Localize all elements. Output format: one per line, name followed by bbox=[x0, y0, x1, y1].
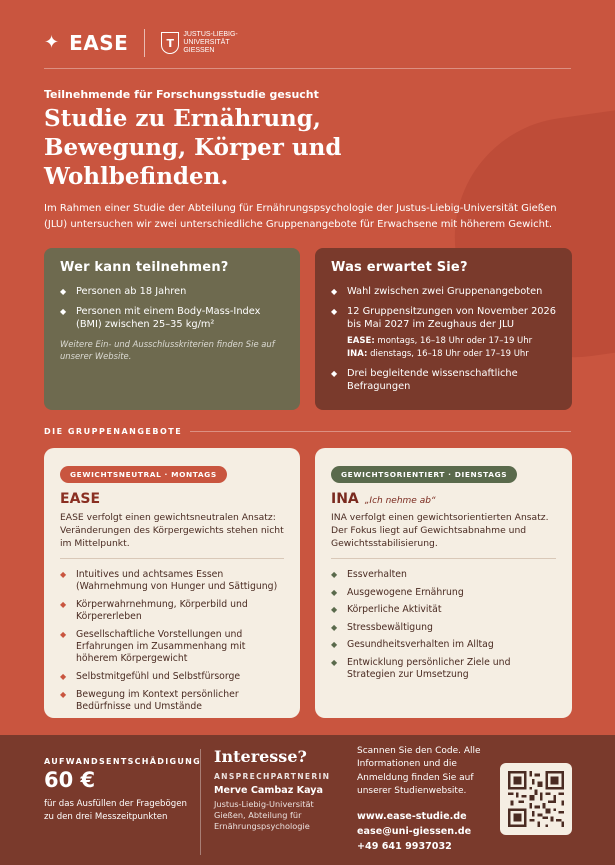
list-item: ◆ Wahl zwischen zwei Gruppenangeboten bbox=[331, 285, 556, 299]
logo-divider bbox=[144, 29, 145, 57]
ease-description: EASE verfolgt einen gewichtsneutralen Ansatz: Veränderungen des Körpergewichts stehen nicht im Mittelpunkt. bbox=[60, 512, 284, 549]
page-title: Studie zu Ernährung, Bewegung, Körper und Wohlbefinden. bbox=[44, 105, 342, 190]
scan-text: Scannen Sie den Code. Alle Informationen und die Anmeldung finden Sie auf unserer Studienwebsite. bbox=[357, 746, 481, 797]
list-item: ◆ Personen mit einem Body-Mass-Index (BMI) zwischen 25–35 kg/m² bbox=[60, 305, 284, 332]
ina-subtitle: „Ich nehme ab“ bbox=[364, 496, 436, 506]
interest-heading: Interesse? bbox=[214, 747, 307, 766]
section-heading bbox=[44, 427, 571, 436]
who-can-participate-box bbox=[44, 248, 300, 410]
contact-institution: Justus-Liebig-Universität Gießen, Abteilung für Ernährungspsychologie bbox=[214, 799, 314, 831]
criteria-note: Weitere Ein- und Ausschlusskriterien finden Sie auf unserer Website. bbox=[60, 338, 275, 361]
intro-text: Im Rahmen einer Studie der Abteilung für Ernährungspsychologie der Justus-Liebig-Universität Gießen (JLU) untersuchen wir zwei unterschiedliche Gruppenangebote für Erwachsene mit höherem Gewicht. bbox=[44, 203, 557, 230]
list-item: ◆ Intuitives und achtsames Essen (Wahrnehmung von Hunger und Sättigung) bbox=[60, 569, 284, 593]
university-logo bbox=[161, 31, 237, 55]
compensation bbox=[44, 757, 202, 823]
university-name: JUSTUS-LIEBIG- UNIVERSITÄT GIESSEN bbox=[183, 31, 238, 54]
section-label: DIE GRUPPENANGEBOTE bbox=[44, 427, 183, 436]
list-item: ◆ Personen ab 18 Jahren bbox=[60, 285, 284, 299]
list-item: ◆ Gesellschaftliche Vorstellungen und Erfahrungen im Zusammenhang mit höherem Körpergewicht bbox=[60, 629, 284, 665]
ease-program-card bbox=[44, 448, 300, 718]
ease-topics bbox=[60, 569, 284, 713]
ina-description: INA verfolgt einen gewichtsorientierten Ansatz. Der Fokus liegt auf Gewichtsabnahme und Gewichtsstabilisierung. bbox=[331, 512, 549, 549]
section-rule bbox=[190, 431, 571, 432]
what-heading: Was erwartet Sie? bbox=[331, 260, 468, 275]
list-item: ◆ Körperliche Aktivität bbox=[331, 604, 556, 616]
list-item: ◆ Ausgewogene Ernährung bbox=[331, 587, 556, 599]
ina-topics bbox=[331, 569, 556, 681]
website-link[interactable]: www.ease-studie.de bbox=[357, 810, 467, 822]
footer-divider bbox=[200, 749, 201, 855]
list-item: ◆ Drei begleitende wissenschaftliche Befragungen bbox=[331, 367, 556, 394]
list-item: ◆ Bewegung im Kontext persönlicher Bedürfnisse und Umstände bbox=[60, 689, 284, 713]
who-list bbox=[60, 285, 284, 332]
list-item: ◆ Gesundheitsverhalten im Alltag bbox=[331, 639, 556, 651]
university-crest-icon: T bbox=[161, 32, 179, 54]
ina-divider bbox=[331, 558, 556, 559]
list-item: ◆ Entwicklung persönlicher Ziele und Strategien zur Umsetzung bbox=[331, 657, 556, 681]
schedule-ease: EASE: montags, 16–18 Uhr oder 17–19 Uhr bbox=[347, 335, 533, 346]
ease-badge: GEWICHTSNEUTRAL · MONTAGS bbox=[60, 466, 227, 483]
ease-logo bbox=[44, 31, 128, 55]
what-list-2 bbox=[331, 367, 556, 394]
ease-divider bbox=[60, 558, 284, 559]
who-heading: Wer kann teilnehmen? bbox=[60, 260, 229, 275]
what-list bbox=[331, 285, 556, 332]
list-item: ◆ 12 Gruppensitzungen von November 2026 bis Mai 2027 im Zeughaus der JLU bbox=[331, 305, 556, 332]
kicker: Teilnehmende für Forschungsstudie gesucht bbox=[44, 88, 319, 101]
contact-details bbox=[357, 809, 487, 854]
ina-program-card bbox=[315, 448, 572, 718]
compensation-label: AUFWANDSENTSCHÄDIGUNG bbox=[44, 757, 202, 766]
qr-code-icon bbox=[508, 771, 564, 827]
list-item: ◆ Stressbewältigung bbox=[331, 622, 556, 634]
ina-badge: GEWICHTSORIENTIERT · DIENSTAGS bbox=[331, 466, 517, 483]
phone-number[interactable]: +49 641 9937032 bbox=[357, 840, 452, 852]
contact-name: Merve Cambaz Kaya bbox=[214, 785, 324, 796]
header-rule bbox=[44, 68, 571, 69]
qr-code[interactable] bbox=[500, 763, 572, 835]
what-to-expect-box bbox=[315, 248, 572, 410]
logo-bar bbox=[44, 28, 238, 58]
footer bbox=[0, 735, 615, 865]
scan-info bbox=[357, 745, 487, 854]
ina-title: INA „Ich nehme ab“ bbox=[331, 491, 436, 507]
compensation-text: für das Ausfüllen der Fragebögen zu den drei Messzeitpunkten bbox=[44, 799, 187, 822]
compass-star-icon: ✦ bbox=[44, 32, 60, 53]
ease-title: EASE bbox=[60, 491, 101, 507]
list-item: ◆ Körperwahrnehmung, Körperbild und Körpererleben bbox=[60, 599, 284, 623]
list-item: ◆ Selbstmitgefühl und Selbstfürsorge bbox=[60, 671, 284, 683]
contact-label: ANSPRECHPARTNERIN bbox=[214, 772, 331, 781]
email-link[interactable]: ease@uni-giessen.de bbox=[357, 825, 472, 837]
brand-name: EASE bbox=[69, 31, 129, 55]
compensation-amount: 60 € bbox=[44, 768, 96, 792]
contact-person bbox=[214, 747, 344, 832]
list-item: ◆ Essverhalten bbox=[331, 569, 556, 581]
schedule bbox=[331, 335, 556, 361]
schedule-ina: INA: dienstags, 16–18 Uhr oder 17–19 Uhr bbox=[347, 348, 529, 359]
